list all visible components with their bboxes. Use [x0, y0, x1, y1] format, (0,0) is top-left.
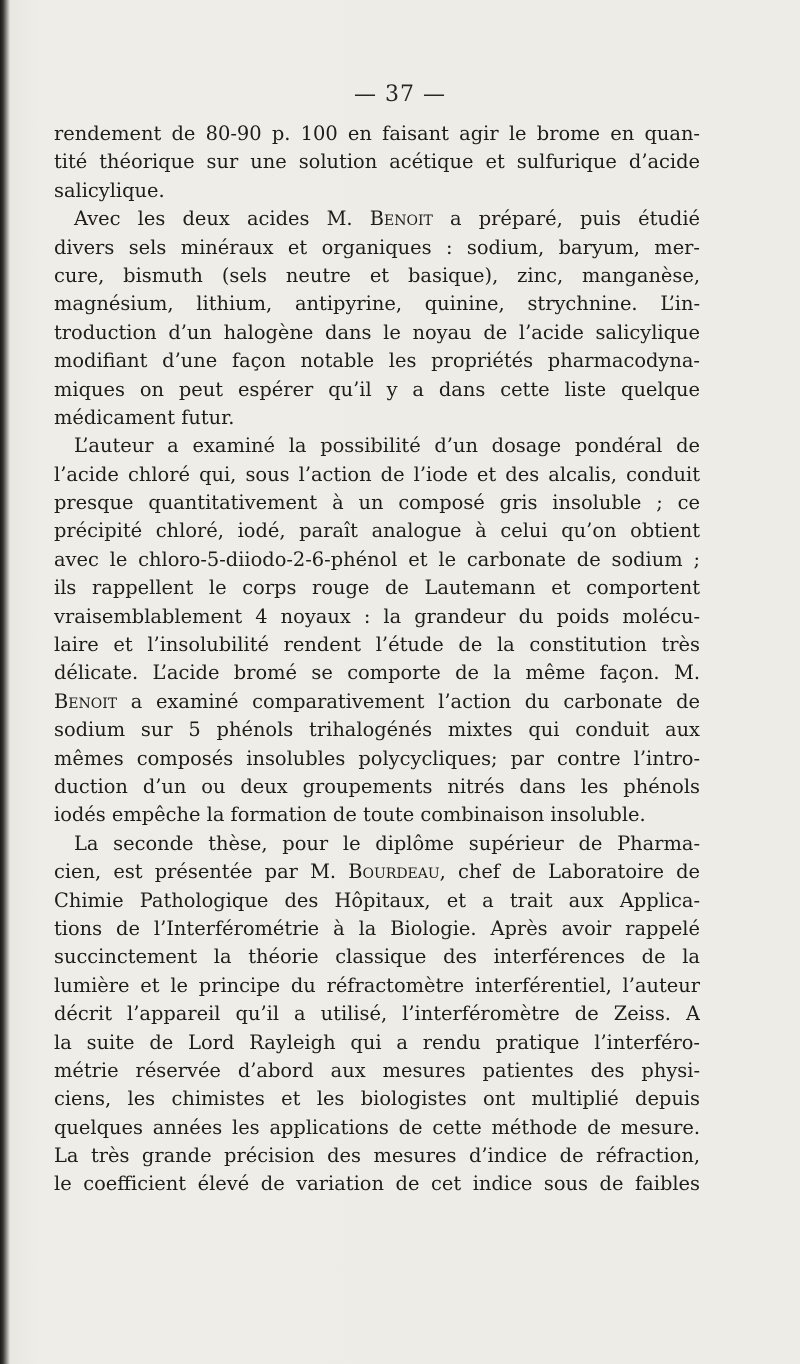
text-line: Benoit a examiné comparativement l’action du carbonate de: [54, 689, 700, 713]
text-line: tions de l’Interférométrie à la Biologie. Après avoir rappelé: [54, 916, 700, 940]
text-line: succinctement la théorie classique des interférences de la: [54, 945, 700, 969]
text-line: troduction d’un halogène dans le noyau de l’acide salicylique: [54, 320, 700, 344]
text-line: métrie réservée d’abord aux mesures patientes des physi-: [54, 1058, 700, 1082]
text-line: presque quantitativement à un composé gris insoluble ; ce: [54, 491, 700, 515]
text-line: magnésium, lithium, antipyrine, quinine, strychnine. L’in-: [54, 292, 700, 316]
text-line: La seconde thèse, pour le diplôme supérieur de Pharma-: [74, 831, 700, 855]
text-line: tité théorique sur une solution acétique et sulfurique d’acide: [54, 150, 700, 174]
text-line: ils rappellent le corps rouge de Lautemann et comportent: [54, 576, 700, 600]
text-line: cure, bismuth (sels neutre et basique), zinc, manganèse,: [54, 263, 700, 287]
text-line: salicylique.: [54, 178, 165, 202]
body-text: [54, 120, 700, 1199]
text-line: la suite de Lord Rayleigh qui a rendu pratique l’interféro-: [54, 1030, 700, 1054]
text-line: rendement de 80-90 p. 100 en faisant agir le brome en quan-: [54, 122, 700, 145]
text-line: médicament futur.: [54, 405, 235, 429]
text-line: Avec les deux acides M. Benoit a préparé, puis étudié: [74, 207, 700, 231]
text-line: quelques années les applications de cette méthode de mesure.: [54, 1115, 700, 1139]
text-line: divers sels minéraux et organiques : sodium, baryum, mer-: [54, 235, 700, 259]
text-line: décrit l’appareil qu’il a utilisé, l’interféromètre de Zeiss. A: [54, 1002, 700, 1026]
text-line: le coefficient élevé de variation de cet indice sous de faibles: [54, 1172, 700, 1196]
text-line: Chimie Pathologique des Hôpitaux, et a trait aux Applica-: [54, 888, 700, 912]
text-line: lumière et le principe du réfractomètre interférentiel, l’auteur: [54, 973, 700, 997]
page-number: — 37 —: [354, 82, 446, 107]
text-line: précipité chloré, iodé, paraît analogue à celui qu’on obtient: [54, 519, 700, 543]
text-line: duction d’un ou deux groupements nitrés dans les phénols: [54, 774, 700, 798]
author-name: Bourdeau: [348, 860, 440, 884]
text-line: mêmes composés insolubles polycycliques; par contre l’intro-: [54, 746, 700, 770]
text-line: cien, est présentée par M. Bourdeau, chef de Laboratoire de: [54, 860, 700, 884]
text-line: ciens, les chimistes et les biologistes ont multiplié depuis: [54, 1087, 700, 1111]
text-line: avec le chloro-5-diiodo-2-6-phénol et le carbonate de sodium ;: [54, 547, 700, 571]
text-line: délicate. L’acide bromé se comporte de la même façon. M.: [54, 661, 700, 685]
text-line: laire et l’insolubilité rendent l’étude de la constitution très: [54, 633, 700, 657]
text-line: vraisemblablement 4 noyaux : la grandeur du poids molécu-: [54, 604, 700, 628]
text-line: miques on peut espérer qu’il y a dans cette liste quelque: [54, 377, 700, 401]
text-line: modifiant d’une façon notable les propriétés pharmacodyna-: [54, 349, 700, 373]
text-line: l’acide chloré qui, sous l’action de l’iode et des alcalis, conduit: [54, 462, 700, 486]
text-line: La très grande précision des mesures d’indice de réfraction,: [54, 1144, 700, 1168]
text-line: L’auteur a examiné la possibilité d’un dosage pondéral de: [74, 434, 700, 458]
author-name: Benoit: [54, 689, 118, 713]
text-line: sodium sur 5 phénols trihalogénés mixtes qui conduit aux: [54, 718, 700, 742]
author-name: Benoit: [369, 207, 433, 231]
text-line: iodés empêche la formation de toute combinaison insoluble.: [54, 803, 646, 827]
